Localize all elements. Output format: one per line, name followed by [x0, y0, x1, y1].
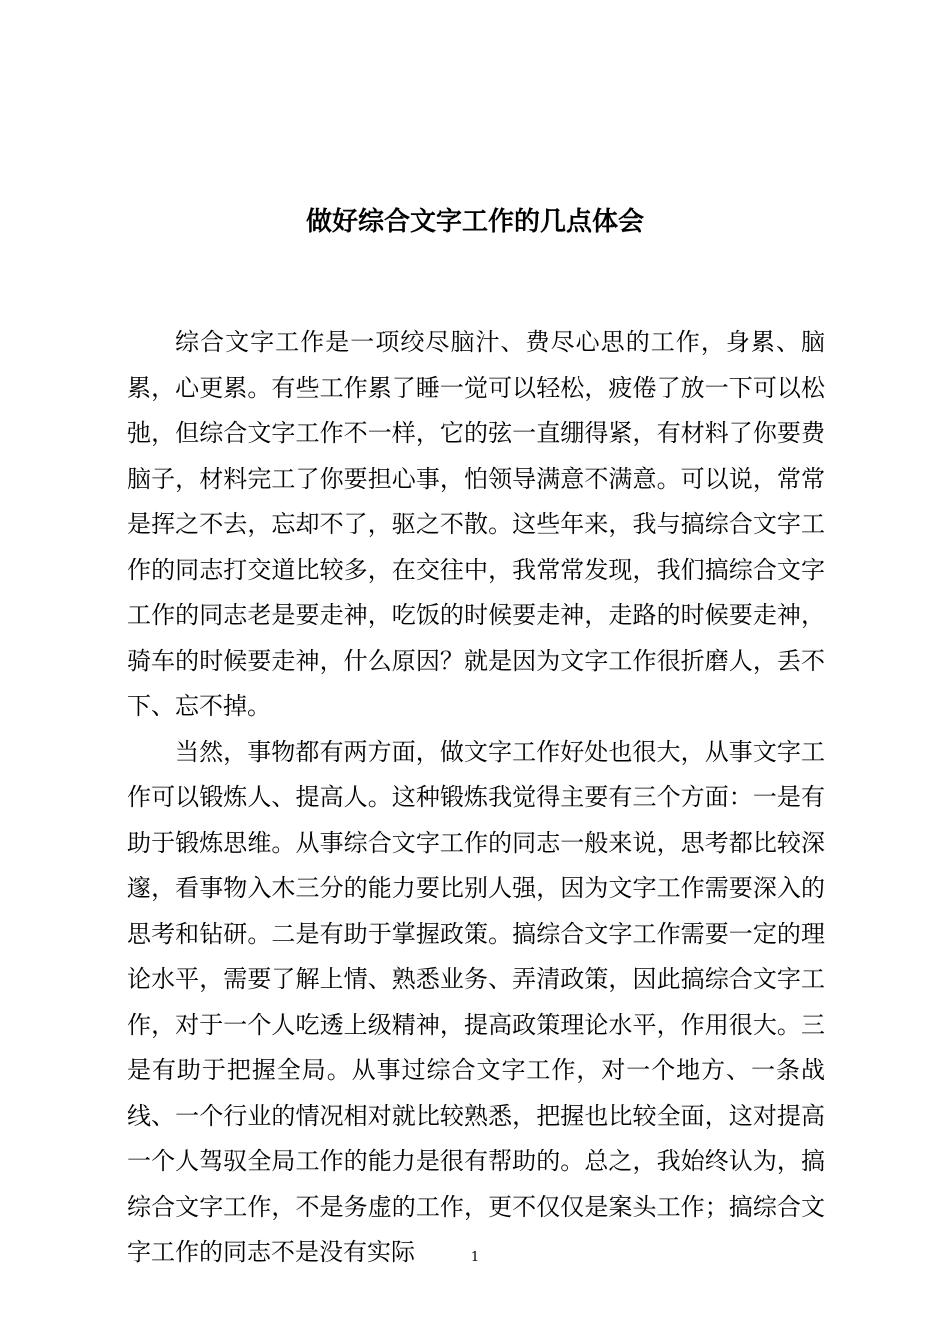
paragraph-1: 综合文字工作是一项绞尽脑汁、费尽心思的工作，身累、脑累，心更累。有些工作累了睡一觉可以轻松，疲倦了放一下可以松弛，但综合文字工作不一样，它的弦一直绷得紧，有材料了你要费脑子，材料完工了你要担心事，怕领导满意不满意。可以说，常常是挥之不去，忘却不了，驱之不散。这些年来，我与搞综合文字工作的同志打交道比较多，在交往中，我常常发现，我们搞综合文字工作的同志老是要走神，吃饭的时候要走神，走路的时候要走神，骑车的时候要走神，什么原因？就是因为文字工作很折磨人，丢不下、忘不掉。 — [127, 328, 825, 720]
document-body — [127, 320, 825, 1276]
page-number: 1 — [470, 1250, 480, 1265]
document-title: 做好综合文字工作的几点体会 — [305, 207, 644, 237]
paragraph-2: 当然，事物都有两方面，做文字工作好处也很大，从事文字工作可以锻炼人、提高人。这种锻炼我觉得主要有三个方面：一是有助于锻炼思维。从事综合文字工作的同志一般来说，思考都比较深邃，看事物入木三分的能力要比别人强，因为文字工作需要深入的思考和钻研。二是有助于掌握政策。搞综合文字工作需要一定的理论水平，需要了解上情、熟悉业务、弄清政策，因此搞综合文字工作，对于一个人吃透上级精神，提高政策理论水平，作用很大。三是有助于把握全局。从事过综合文字工作，对一个地方、一条战线、一个行业的情况相对就比较熟悉，把握也比较全面，这对提高一个人驾驭全局工作的能力是很有帮助的。总之，我始终认为，搞综合文字工作，不是务虚的工作，更不仅仅是案头工作；搞综合文字工作的同志不是没有实际 — [127, 737, 825, 1266]
